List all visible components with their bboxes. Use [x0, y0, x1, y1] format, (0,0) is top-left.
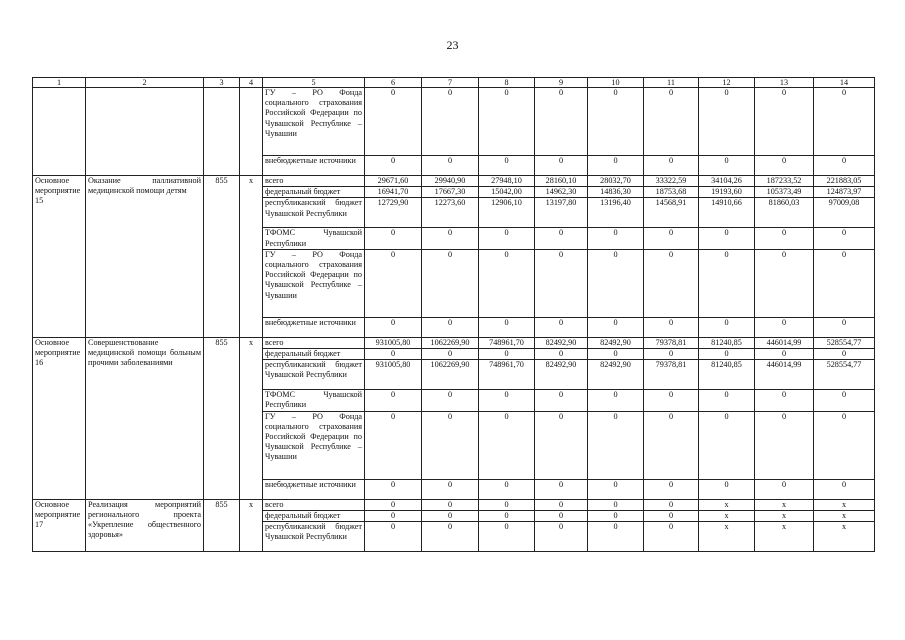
value-cell: 0: [535, 349, 588, 360]
value-cell: 0: [535, 228, 588, 249]
empty-cell: [204, 88, 240, 176]
value-cell: 124873,97: [814, 187, 875, 198]
value-cell: 0: [644, 156, 699, 176]
value-cell: 0: [479, 88, 535, 156]
column-header: 9: [535, 78, 588, 88]
value-cell: 0: [699, 228, 755, 249]
value-cell: 0: [644, 510, 699, 521]
value-cell: 0: [479, 510, 535, 521]
value-cell: x: [755, 522, 814, 552]
value-cell: 81240,85: [699, 337, 755, 348]
value-cell: 0: [422, 228, 479, 249]
value-cell: 1062269,90: [422, 360, 479, 390]
value-cell: 0: [588, 228, 644, 249]
value-cell: 15042,00: [479, 187, 535, 198]
value-cell: 12906,10: [479, 198, 535, 228]
value-cell: 0: [755, 317, 814, 337]
value-cell: 0: [535, 156, 588, 176]
source-cell: федеральный бюджет: [263, 349, 365, 360]
event-label: Основное мероприятие 16: [33, 337, 86, 499]
value-cell: 14836,30: [588, 187, 644, 198]
source-cell: республиканский бюджет Чувашской Республики: [263, 360, 365, 390]
value-cell: 931005,80: [365, 360, 422, 390]
source-cell: федеральный бюджет: [263, 510, 365, 521]
value-cell: 34104,26: [699, 176, 755, 187]
value-cell: 0: [365, 317, 422, 337]
value-cell: 0: [588, 522, 644, 552]
mark-cell: x: [240, 176, 263, 338]
value-cell: 14962,30: [535, 187, 588, 198]
code-cell: 855: [204, 337, 240, 499]
table-row: [33, 176, 875, 187]
value-cell: 0: [755, 411, 814, 479]
value-cell: 0: [755, 88, 814, 156]
column-header: 13: [755, 78, 814, 88]
value-cell: 0: [755, 228, 814, 249]
value-cell: 1062269,90: [422, 337, 479, 348]
value-cell: 0: [365, 479, 422, 499]
value-cell: 0: [365, 156, 422, 176]
value-cell: 0: [644, 228, 699, 249]
value-cell: x: [755, 510, 814, 521]
financing-table: [32, 77, 875, 552]
value-cell: 0: [644, 390, 699, 411]
event-label: Основное мероприятие 15: [33, 176, 86, 338]
value-cell: 0: [699, 249, 755, 317]
value-cell: 0: [814, 411, 875, 479]
value-cell: 0: [479, 522, 535, 552]
column-header: 1: [33, 78, 86, 88]
value-cell: 0: [588, 411, 644, 479]
value-cell: 0: [422, 317, 479, 337]
code-cell: 855: [204, 499, 240, 551]
value-cell: 0: [644, 411, 699, 479]
value-cell: 0: [755, 349, 814, 360]
value-cell: x: [699, 499, 755, 510]
value-cell: 0: [699, 156, 755, 176]
value-cell: 0: [699, 479, 755, 499]
value-cell: 446014,99: [755, 337, 814, 348]
table-row: [33, 337, 875, 348]
value-cell: 0: [588, 249, 644, 317]
source-cell: всего: [263, 499, 365, 510]
value-cell: 97009,08: [814, 198, 875, 228]
value-cell: 0: [588, 88, 644, 156]
value-cell: 12729,90: [365, 198, 422, 228]
mark-cell: x: [240, 337, 263, 499]
column-header: 7: [422, 78, 479, 88]
value-cell: 82492,90: [588, 360, 644, 390]
column-header: 14: [814, 78, 875, 88]
value-cell: 0: [422, 499, 479, 510]
column-header: 5: [263, 78, 365, 88]
empty-cell: [240, 88, 263, 176]
value-cell: 28032,70: [588, 176, 644, 187]
value-cell: 0: [365, 349, 422, 360]
value-cell: 0: [755, 390, 814, 411]
event-name: Реализация мероприятий регионального проекта «Укрепление общественного здоровья»: [86, 499, 204, 551]
source-cell: ГУ – РО Фонда социального страхования Российской Федерации по Чувашской Республике – Чувашии: [263, 411, 365, 479]
column-header: 10: [588, 78, 644, 88]
value-cell: x: [755, 499, 814, 510]
value-cell: 79378,81: [644, 360, 699, 390]
value-cell: 0: [479, 156, 535, 176]
source-cell: всего: [263, 176, 365, 187]
source-cell: ГУ – РО Фонда социального страхования Российской Федерации по Чувашской Республике – Чувашии: [263, 88, 365, 156]
value-cell: 0: [699, 88, 755, 156]
empty-cell: [33, 88, 86, 176]
value-cell: 29671,60: [365, 176, 422, 187]
value-cell: 0: [365, 228, 422, 249]
value-cell: 16941,70: [365, 187, 422, 198]
value-cell: 0: [535, 411, 588, 479]
value-cell: 0: [422, 390, 479, 411]
source-cell: республиканский бюджет Чувашской Республики: [263, 522, 365, 552]
header-row: [33, 78, 875, 88]
value-cell: 0: [644, 499, 699, 510]
value-cell: 0: [535, 510, 588, 521]
page-number: 23: [446, 38, 459, 52]
value-cell: 0: [755, 249, 814, 317]
value-cell: 0: [422, 479, 479, 499]
value-cell: 0: [755, 479, 814, 499]
source-cell: ТФОМС Чувашской Республики: [263, 228, 365, 249]
value-cell: 28160,10: [535, 176, 588, 187]
value-cell: 931005,80: [365, 337, 422, 348]
value-cell: 0: [588, 499, 644, 510]
column-header: 12: [699, 78, 755, 88]
value-cell: 18753,68: [644, 187, 699, 198]
value-cell: 0: [644, 249, 699, 317]
table-row: [33, 88, 875, 156]
value-cell: 0: [535, 88, 588, 156]
table-row: [33, 499, 875, 510]
value-cell: 0: [535, 390, 588, 411]
value-cell: 0: [699, 411, 755, 479]
value-cell: 14568,91: [644, 198, 699, 228]
value-cell: x: [814, 522, 875, 552]
value-cell: 748961,70: [479, 337, 535, 348]
value-cell: 0: [365, 499, 422, 510]
value-cell: 0: [588, 510, 644, 521]
value-cell: 33322,59: [644, 176, 699, 187]
value-cell: 0: [535, 499, 588, 510]
value-cell: 0: [588, 479, 644, 499]
source-cell: внебюджетные источники: [263, 479, 365, 499]
value-cell: 0: [644, 479, 699, 499]
value-cell: 19193,60: [699, 187, 755, 198]
source-cell: всего: [263, 337, 365, 348]
event-name: Оказание паллиативной медицинской помощи детям: [86, 176, 204, 338]
value-cell: 0: [814, 349, 875, 360]
value-cell: 81240,85: [699, 360, 755, 390]
event-label: Основное мероприятие 17: [33, 499, 86, 551]
column-header: 2: [86, 78, 204, 88]
column-header: 11: [644, 78, 699, 88]
value-cell: 105373,49: [755, 187, 814, 198]
value-cell: 0: [588, 390, 644, 411]
value-cell: 0: [365, 390, 422, 411]
value-cell: 81860,03: [755, 198, 814, 228]
value-cell: 0: [699, 349, 755, 360]
value-cell: 0: [644, 317, 699, 337]
value-cell: 0: [814, 88, 875, 156]
value-cell: 0: [365, 249, 422, 317]
value-cell: 0: [479, 349, 535, 360]
value-cell: 0: [644, 522, 699, 552]
value-cell: 14910,66: [699, 198, 755, 228]
value-cell: 0: [814, 228, 875, 249]
source-cell: внебюджетные источники: [263, 156, 365, 176]
value-cell: 0: [479, 228, 535, 249]
value-cell: x: [699, 522, 755, 552]
code-cell: 855: [204, 176, 240, 338]
value-cell: 82492,90: [535, 360, 588, 390]
value-cell: 0: [814, 317, 875, 337]
empty-cell: [86, 88, 204, 176]
value-cell: 0: [422, 411, 479, 479]
value-cell: 528554,77: [814, 337, 875, 348]
value-cell: 0: [365, 522, 422, 552]
value-cell: 221883,05: [814, 176, 875, 187]
value-cell: 0: [479, 317, 535, 337]
source-cell: республиканский бюджет Чувашской Республики: [263, 198, 365, 228]
value-cell: 0: [814, 156, 875, 176]
value-cell: 528554,77: [814, 360, 875, 390]
value-cell: 0: [535, 479, 588, 499]
value-cell: 0: [814, 249, 875, 317]
value-cell: 0: [644, 349, 699, 360]
value-cell: x: [699, 510, 755, 521]
source-cell: федеральный бюджет: [263, 187, 365, 198]
column-header: 3: [204, 78, 240, 88]
column-header: 8: [479, 78, 535, 88]
value-cell: 0: [365, 411, 422, 479]
event-name: Совершенствование медицинской помощи больным прочими заболеваниями: [86, 337, 204, 499]
value-cell: 79378,81: [644, 337, 699, 348]
value-cell: 748961,70: [479, 360, 535, 390]
value-cell: 0: [479, 479, 535, 499]
value-cell: 0: [699, 390, 755, 411]
value-cell: 0: [588, 156, 644, 176]
value-cell: 0: [422, 349, 479, 360]
value-cell: 187233,52: [755, 176, 814, 187]
value-cell: 0: [814, 479, 875, 499]
value-cell: 82492,90: [535, 337, 588, 348]
column-header: 6: [365, 78, 422, 88]
value-cell: 0: [588, 317, 644, 337]
value-cell: 0: [535, 522, 588, 552]
source-cell: ГУ – РО Фонда социального страхования Российской Федерации по Чувашской Республике – Чувашии: [263, 249, 365, 317]
value-cell: 0: [755, 156, 814, 176]
value-cell: 0: [535, 317, 588, 337]
value-cell: 0: [814, 390, 875, 411]
column-header: 4: [240, 78, 263, 88]
value-cell: 0: [479, 499, 535, 510]
value-cell: 446014,99: [755, 360, 814, 390]
value-cell: 13197,80: [535, 198, 588, 228]
value-cell: 0: [422, 249, 479, 317]
value-cell: 0: [588, 349, 644, 360]
value-cell: 0: [422, 510, 479, 521]
value-cell: 0: [699, 317, 755, 337]
value-cell: 0: [422, 88, 479, 156]
value-cell: 0: [365, 88, 422, 156]
source-cell: внебюджетные источники: [263, 317, 365, 337]
value-cell: x: [814, 510, 875, 521]
value-cell: 27948,10: [479, 176, 535, 187]
value-cell: 0: [422, 156, 479, 176]
value-cell: 0: [422, 522, 479, 552]
source-cell: ТФОМС Чувашской Республики: [263, 390, 365, 411]
mark-cell: x: [240, 499, 263, 551]
value-cell: 82492,90: [588, 337, 644, 348]
value-cell: 0: [535, 249, 588, 317]
value-cell: x: [814, 499, 875, 510]
value-cell: 0: [365, 510, 422, 521]
value-cell: 13196,40: [588, 198, 644, 228]
value-cell: 29940,90: [422, 176, 479, 187]
value-cell: 17667,30: [422, 187, 479, 198]
value-cell: 0: [479, 411, 535, 479]
value-cell: 0: [479, 249, 535, 317]
value-cell: 0: [644, 88, 699, 156]
value-cell: 0: [479, 390, 535, 411]
value-cell: 12273,60: [422, 198, 479, 228]
